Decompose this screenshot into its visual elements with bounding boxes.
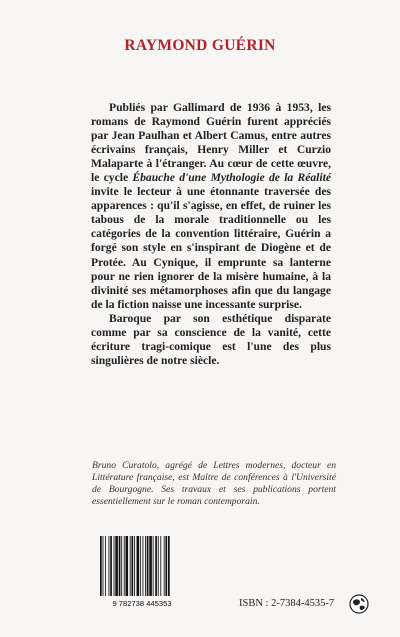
author-note: Bruno Curatolo, agrégé de Lettres modernes, docteur en Littérature française, est Maître de conférences à l'Université de Bourgogne. Ses travaux et ses publications portent essentiellement sur le roman contemporain.: [92, 460, 336, 507]
barcode-number: 9 782738 445353: [112, 599, 172, 608]
globe-logo-icon: [349, 594, 369, 614]
blurb-paragraph-1: [91, 101, 331, 312]
blurb-paragraph-2: Baroque par son esthétique disparate comme par sa conscience de la vanité, cette écriture tragi-comique est l'une des plus singulières de notre siècle.: [91, 311, 331, 367]
blurb-text: invite le lecteur à une étonnante traversée des apparences : qu'il s'agisse, en effet, de ruiner les tabous de la morale traditionnelle ou les catégories de la convention littéraire, Guérin a forgé son style en s'inspirant de Diogène et de Protée. Au Cynique, il emprunte sa lanterne pour ne rien ignorer de la misère humaine, à la divinité ses métamorphoses afin que du langage de la fiction naisse une incessante surprise.: [91, 185, 331, 311]
book-blurb: [91, 101, 331, 368]
cycle-title: Ébauche d'une Mythologie de la Réalité: [132, 171, 331, 185]
barcode: [94, 532, 190, 608]
isbn: ISBN : 2-7384-4535-7: [239, 598, 335, 609]
author-title: RAYMOND GUÉRIN: [124, 37, 276, 54]
blurb-text: Publiés par Gallimard de 1936 à 1953, les romans de Raymond Guérin furent appréciés par Jean Paulhan et Albert Camus, entre autres écrivains français, Henry Miller et Curzio Malaparte à l'étranger. Au cœur de cette œuvre, le cycle: [91, 101, 331, 185]
